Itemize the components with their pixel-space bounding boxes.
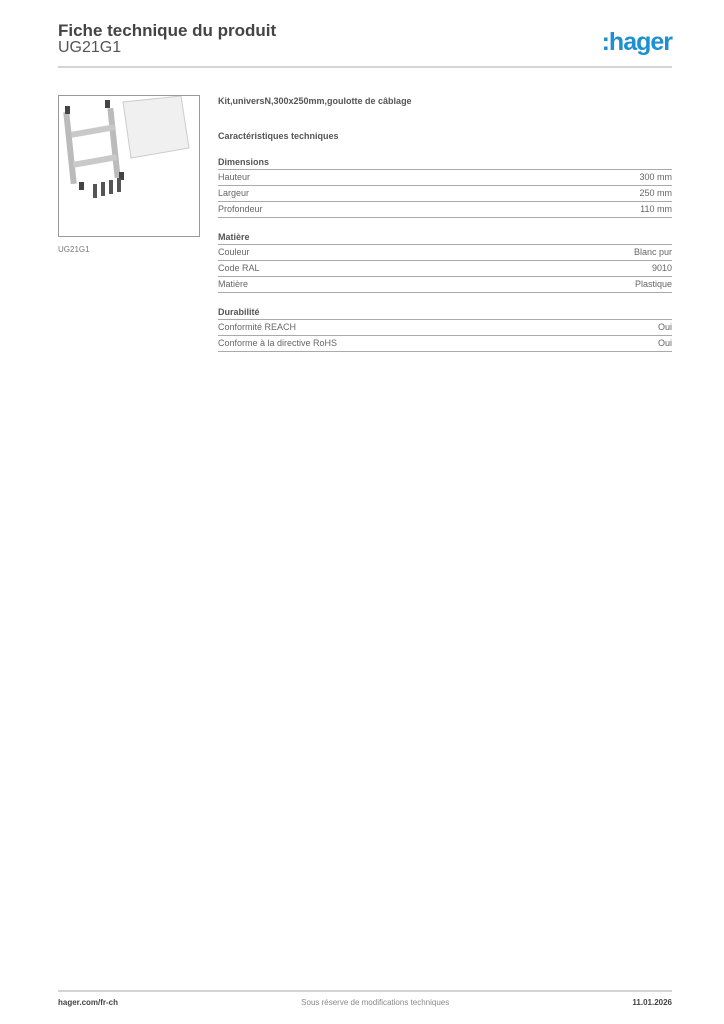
footer-date: 11.01.2026 — [632, 998, 672, 1007]
spec-row — [218, 202, 672, 218]
spec-row — [218, 336, 672, 352]
specs-heading: Caractéristiques techniques — [218, 131, 339, 141]
spec-value: Plastique — [634, 279, 672, 289]
spec-row — [218, 170, 672, 186]
spec-label: Code RAL — [218, 263, 260, 273]
spec-label: Couleur — [218, 247, 250, 257]
spec-value: 110 mm — [640, 204, 672, 214]
image-caption: UG21G1 — [58, 245, 90, 254]
header-divider — [58, 66, 672, 68]
hager-logo: :hager — [601, 28, 672, 56]
spec-value: Oui — [657, 338, 672, 348]
spec-row — [218, 277, 672, 293]
spec-value: 250 mm — [639, 188, 672, 198]
spec-row — [218, 261, 672, 277]
section-heading: Matière — [218, 232, 672, 245]
spec-value: 300 mm — [639, 172, 672, 182]
section-heading: Durabilité — [218, 307, 672, 320]
spec-row — [218, 245, 672, 261]
spec-label: Hauteur — [218, 172, 251, 182]
specs-panel — [218, 96, 672, 352]
section-heading: Dimensions — [218, 157, 672, 170]
footer-website[interactable]: hager.com/fr-ch — [58, 998, 119, 1007]
spec-label: Largeur — [218, 188, 250, 198]
spec-value: 9010 — [651, 263, 672, 273]
spec-label: Profondeur — [218, 204, 263, 214]
spec-value: Oui — [657, 322, 672, 332]
spec-label: Conformité REACH — [218, 322, 297, 332]
spec-row — [218, 320, 672, 336]
spec-label: Matière — [218, 279, 249, 289]
footer-divider — [58, 990, 672, 992]
page-title: Fiche technique du produit — [58, 21, 277, 40]
footer-notice: Sous réserve de modifications techniques — [301, 998, 450, 1007]
product-code: UG21G1 — [58, 39, 122, 56]
footer — [58, 998, 672, 1007]
product-name: Kit,universN,300x250mm,goulotte de câblage — [218, 96, 412, 106]
product-image — [58, 95, 200, 237]
spec-row — [218, 186, 672, 202]
spec-value: Blanc pur — [633, 247, 672, 257]
spec-label: Conforme à la directive RoHS — [218, 338, 338, 348]
